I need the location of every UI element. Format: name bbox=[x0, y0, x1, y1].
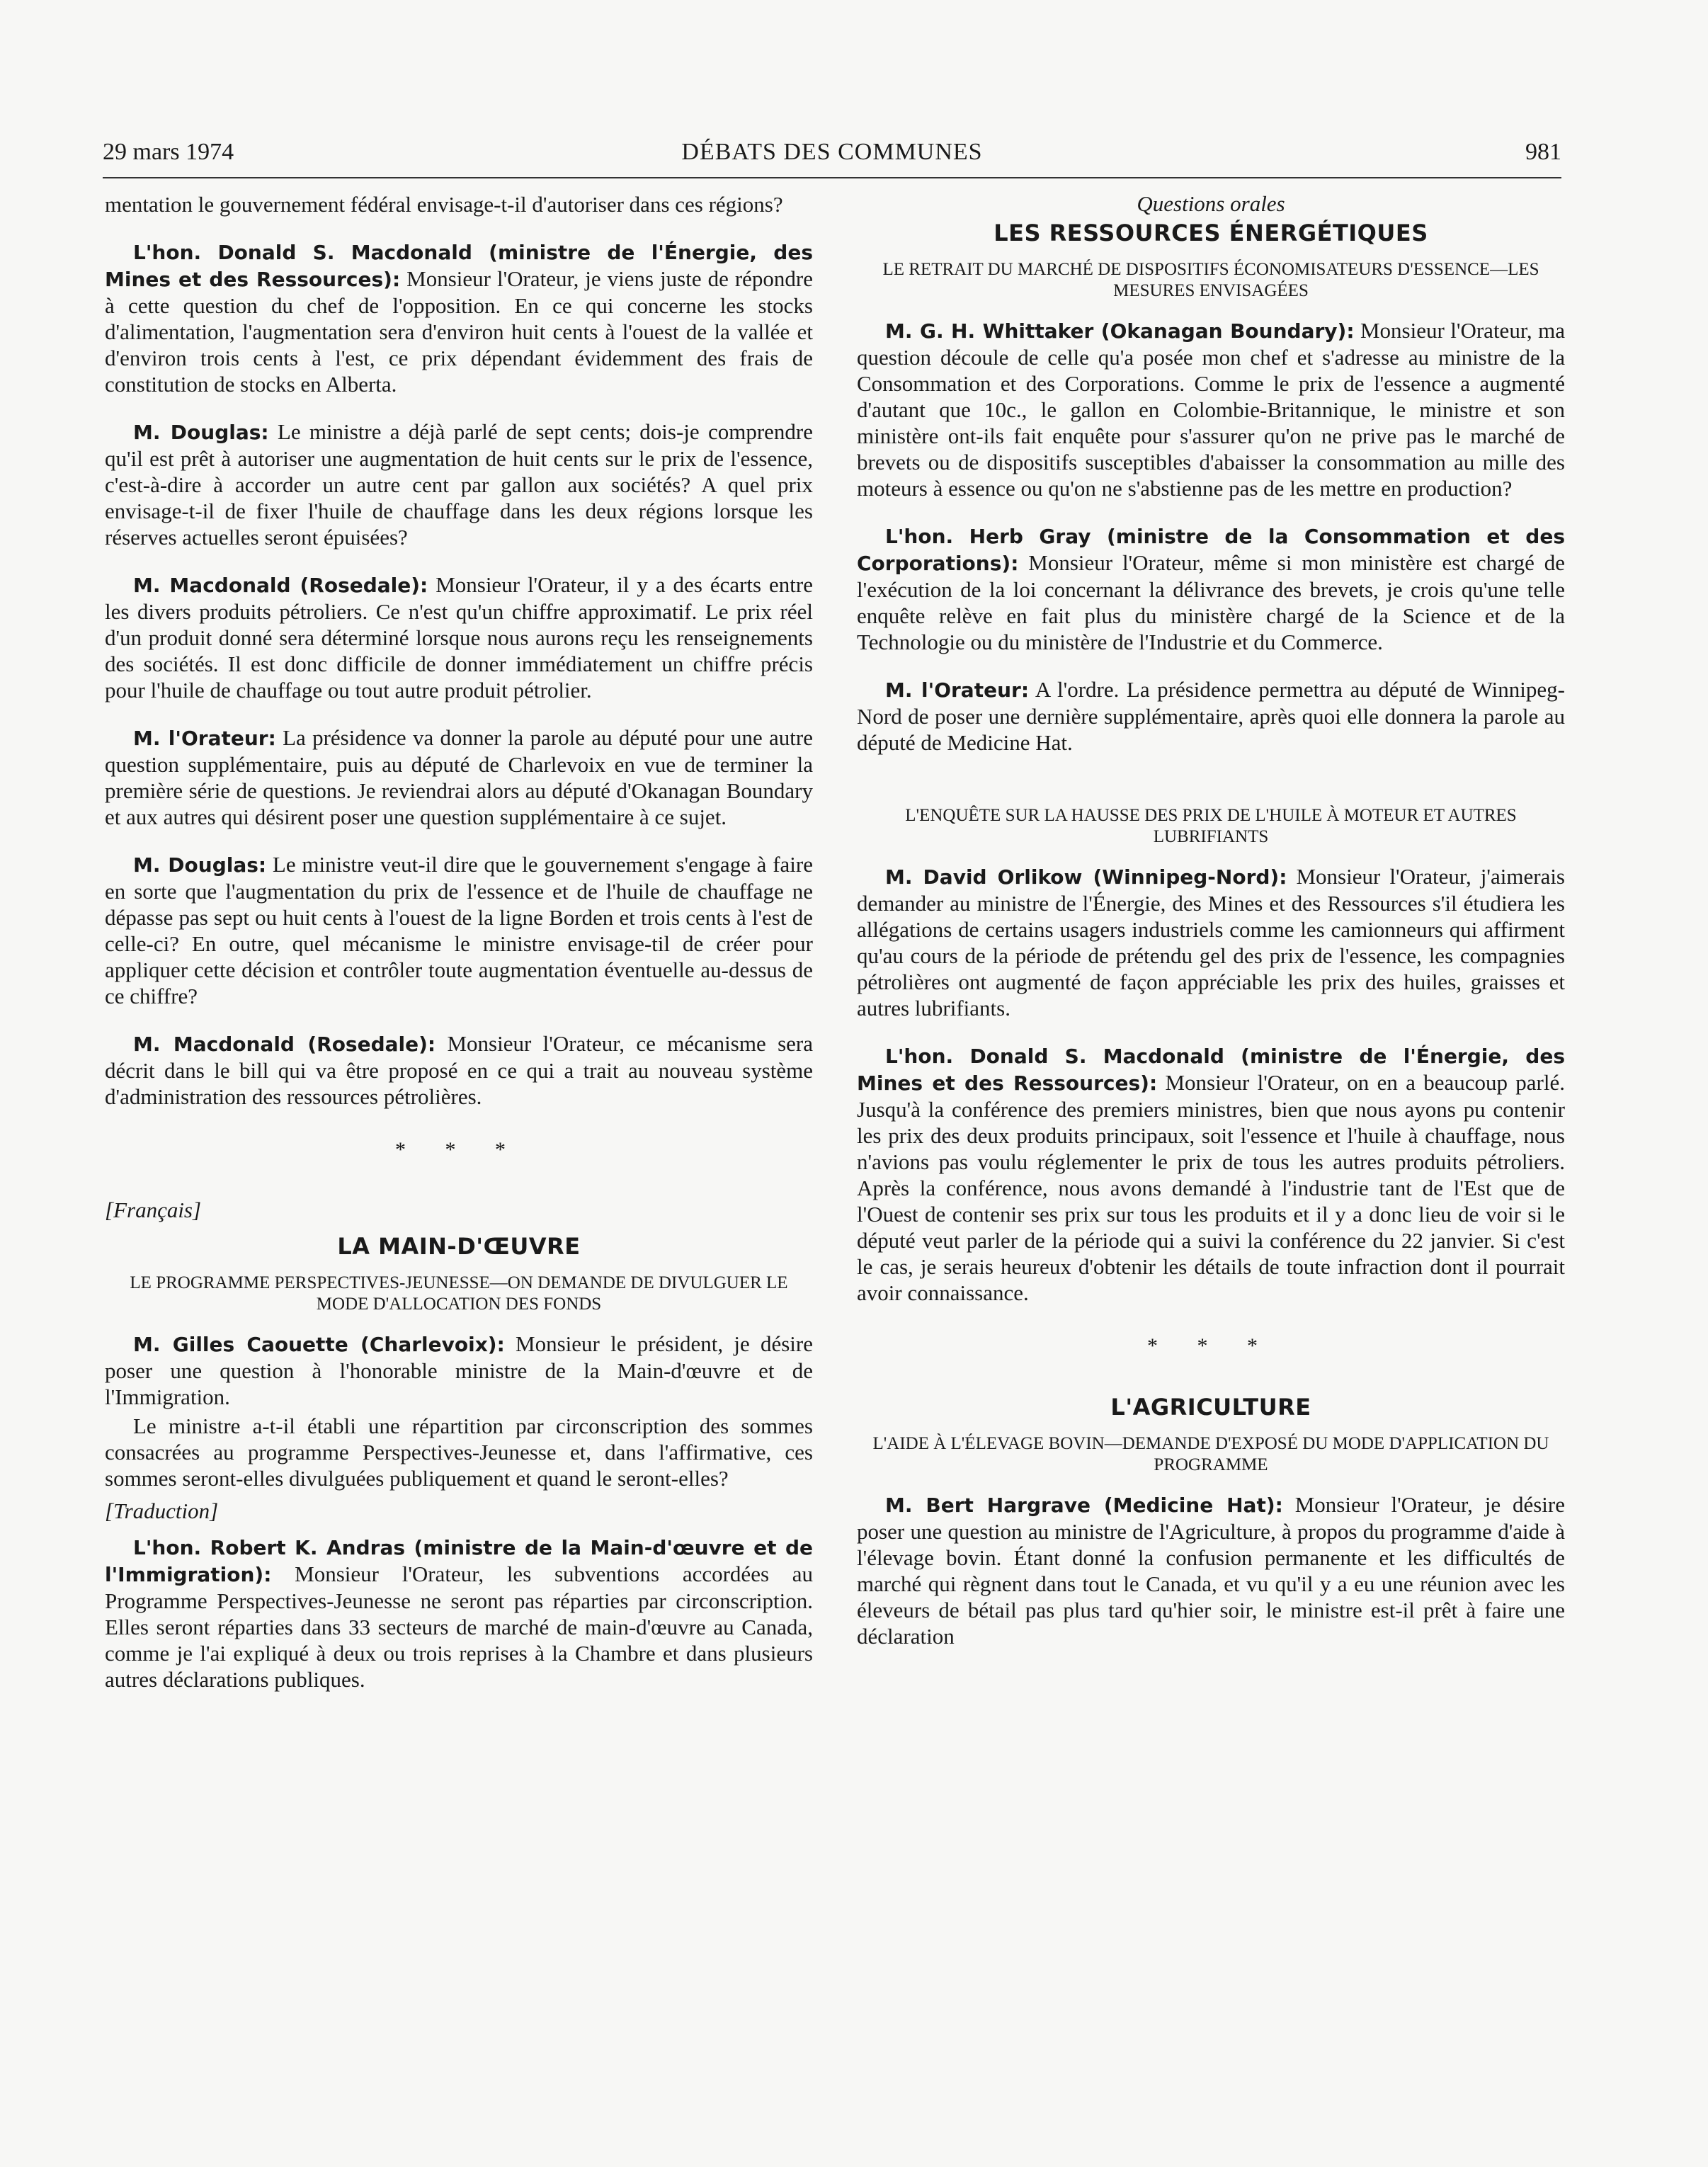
paragraph: L'hon. Donald S. Macdonald (ministre de l'Énergie, des Mines et des Ressources): Monsieur l'Orateur, on en a beaucoup parlé. Jusqu'à la conférence des premiers ministres, bien que nous ayons pu contenir les prix des deux produits principaux, soit l'essence et l'huile à chauffage, nous n'avions pas voulu réglementer le prix de tous les autres produits pétroliers. Après la conférence, nous avons demandé à l'industrie tant de l'Est que de l'Ouest de contenir ses prix sur tous les produits et il y a donc lieu de voir si le député veut parler de la période qui a suivi la conférence du 22 janvier. Si c'est le cas, je serais heureux d'obtenir les détails de toute infraction dont il pourrait avoir connaissance. bbox=[857, 1045, 1565, 1305]
subsection-title: LE RETRAIT DU MARCHÉ DE DISPOSITIFS ÉCONOMISATEURS D'ESSENCE—LES MESURES ENVISAGÉES bbox=[882, 260, 1539, 300]
section-separator: * * * bbox=[395, 1138, 523, 1161]
paragraph: L'hon. Donald S. Macdonald (ministre de l'Énergie, des Mines et des Ressources): Monsieur l'Orateur, je viens juste de répondre à cette question du chef de l'opposition. En ce qui concerne les stocks d'alimentation, l'augmentation sera d'environ huit cents à l'ouest de la vallée et d'environ trois cents à l'est, ce prix dépendant évidemment des frais de constitution de stocks en Alberta. bbox=[105, 241, 813, 397]
speaker: M. Gilles Caouette (Charlevoix): bbox=[133, 1333, 505, 1356]
left-column bbox=[105, 191, 813, 1714]
page-number: 981 bbox=[1525, 139, 1561, 165]
paragraph: M. l'Orateur: A l'ordre. La présidence permettra au député de Winnipeg-Nord de poser une dernière supplémentaire, après quoi elle donnera la parole au député de Medicine Hat. bbox=[857, 677, 1565, 755]
subsection-title: LE PROGRAMME PERSPECTIVES-JEUNESSE—ON DEMANDE DE DIVULGUER LE MODE D'ALLOCATION DES FONDS bbox=[130, 1273, 788, 1314]
paragraph: L'hon. Herb Gray (ministre de la Consommation et des Corporations): Monsieur l'Orateur, même si mon ministère est chargé de l'exécution de la loi concernant la délivrance des brevets, je crois qu'une telle enquête relève en fait plus du ministère chargé de la Science et de la Technologie ou du ministère de l'Industrie et du Commerce. bbox=[857, 525, 1565, 654]
paragraph: M. Douglas: Le ministre a déjà parlé de sept cents; dois-je comprendre qu'il est prêt à autoriser une augmentation de huit cents sur le prix de l'essence, c'est-à-dire à accorder un autre cent par gallon aux sociétés? A quel prix envisage-t-il de fixer l'huile de chauffage dans les deux régions lorsque les réserves actuelles seront épuisées? bbox=[105, 419, 813, 550]
running-header bbox=[103, 135, 1561, 178]
paragraph: M. David Orlikow (Winnipeg-Nord): Monsieur l'Orateur, j'aimerais demander au ministre de l'Énergie, des Mines et des Ressources s'il étudiera les allégations de certains usagers industriels comme les camionneurs qui affirment qu'au cours de la période de prétendu gel des prix de l'essence, les compagnies pétrolières ont augmenté de façon appréciable les prix des huiles, graisses et autres lubrifiants. bbox=[857, 864, 1565, 1020]
speaker: L'hon. Donald S. Macdonald (ministre de l'Énergie, des Mines et des Ressources): bbox=[857, 1045, 1565, 1095]
speaker: M. Bert Hargrave (Medicine Hat): bbox=[885, 1494, 1283, 1517]
right-column bbox=[857, 191, 1565, 1671]
speaker: M. Douglas: bbox=[133, 853, 267, 877]
paragraph: M. Douglas: Le ministre veut-il dire que le gouvernement s'engage à faire en sorte que l'augmentation du prix de l'essence et de l'huile de chauffage ne dépasse pas sept ou huit cents à l'ouest de la ligne Borden et trois cents à l'est de celle-ci? En outre, quel mécanisme le ministre envisage-til de créer pour appliquer cette décision et contrôler toute augmentation éventuelle au-dessus de ce chiffre? bbox=[105, 852, 813, 1008]
paragraph: L'hon. Robert K. Andras (ministre de la Main-d'œuvre et de l'Immigration): Monsieur l'Orateur, les subventions accordées au Programme Perspectives-Jeunesse ne seront pas réparties par circonscription. Elles seront réparties dans 33 secteurs de marché de main-d'œuvre au Canada, comme je l'ai expliqué à deux ou trois reprises à la Chambre et dans plusieurs autres déclarations publiques. bbox=[105, 1536, 813, 1692]
section-kicker: Questions orales bbox=[1137, 191, 1285, 216]
subsection-title: L'ENQUÊTE SUR LA HAUSSE DES PRIX DE L'HUILE À MOTEUR ET AUTRES LUBRIFIANTS bbox=[905, 806, 1517, 846]
section-title: L'AGRICULTURE bbox=[1110, 1394, 1311, 1421]
speaker: M. G. H. Whittaker (Okanagan Boundary): bbox=[885, 319, 1355, 343]
speaker: M. l'Orateur: bbox=[885, 678, 1030, 702]
subsection-title: L'AIDE À L'ÉLEVAGE BOVIN—DEMANDE D'EXPOSÉ DU MODE D'APPLICATION DU PROGRAMME bbox=[872, 1434, 1549, 1474]
speaker: M. David Orlikow (Winnipeg-Nord): bbox=[885, 865, 1287, 889]
section-title: LES RESSOURCES ÉNERGÉTIQUES bbox=[994, 220, 1428, 246]
section-separator: * * * bbox=[1147, 1334, 1275, 1358]
paragraph: M. G. H. Whittaker (Okanagan Boundary): Monsieur l'Orateur, ma question découle de celle qu'a posée mon chef et s'adresse au ministre de la Consommation et des Corporations. Comme le prix de l'essence a augmenté d'autant que 10c., le gallon en Colombie-Britannique, le ministre et son ministère ont-ils fait enquête pour s'assurer qu'on ne prive pas le marché de brevets ou de dispositifs susceptibles d'abaisser la consommation au mille des moteurs à essence ou qu'on ne s'abstienne pas de les mettre en production? bbox=[857, 318, 1565, 501]
paragraph: M. Macdonald (Rosedale): Monsieur l'Orateur, il y a des écarts entre les divers produits pétroliers. Ce n'est qu'un chiffre approximatif. Le prix réel d'un produit donné sera déterminé lorsque nous aurons reçu les renseignements des sociétés. Il est donc difficile de donner immédiatement un chiffre précis pour l'huile de chauffage ou tout autre produit pétrolier. bbox=[105, 572, 813, 703]
language-note: [Français] bbox=[105, 1198, 202, 1222]
paragraph: M. Gilles Caouette (Charlevoix): Monsieur le président, je désire poser une question à l'honorable ministre de la Main-d'œuvre et de l'Immigration. bbox=[105, 1331, 814, 1409]
speaker: L'hon. Donald S. Macdonald (ministre de l'Énergie, des Mines et des Ressources): bbox=[105, 241, 813, 291]
paragraph: M. Bert Hargrave (Medicine Hat): Monsieur l'Orateur, je désire poser une question au ministre de l'Agriculture, à propos du programme d'aide à l'élevage bovin. Étant donné la confusion permanente et les difficultés de marché qui règnent dans tout le Canada, et vu qu'il y a eu une réunion avec les éleveurs de bétail pas plus tard qu'hier soir, le ministre est-il prêt à faire une déclaration bbox=[857, 1492, 1565, 1649]
paragraph: mentation le gouvernement fédéral envisage-t-il d'autoriser dans ces régions? bbox=[105, 192, 783, 217]
speaker: M. Macdonald (Rosedale): bbox=[133, 1033, 436, 1056]
speaker: M. Douglas: bbox=[133, 421, 269, 444]
speaker: M. Macdonald (Rosedale): bbox=[133, 574, 428, 597]
paragraph: M. l'Orateur: La présidence va donner la parole au député pour une autre question supplémentaire, puis au député de Charlevoix en vue de terminer la première série de questions. Je reviendrai alors au député d'Okanagan Boundary et aux autres qui désirent poser une question supplémentaire à ce sujet. bbox=[105, 725, 813, 829]
speaker: L'hon. Herb Gray (ministre de la Consommation et des Corporations): bbox=[857, 525, 1565, 575]
speaker: M. l'Orateur: bbox=[133, 727, 276, 750]
paragraph: M. Macdonald (Rosedale): Monsieur l'Orateur, ce mécanisme sera décrit dans le bill qui va être proposé en ce qui a trait au nouveau système d'administration des ressources pétrolières. bbox=[105, 1031, 813, 1109]
paragraph: Le ministre a-t-il établi une répartition par circonscription des sommes consacrées au programme Perspectives-Jeunesse et, dans l'affirmative, ces sommes seront-elles divulguées publiquement et quand le seront-elles? bbox=[105, 1414, 813, 1491]
speaker: L'hon. Robert K. Andras (ministre de la Main-d'œuvre et de l'Immigration): bbox=[105, 1536, 813, 1586]
section-title: LA MAIN-D'ŒUVRE bbox=[337, 1233, 581, 1260]
header-date: 29 mars 1974 bbox=[103, 139, 234, 165]
language-note: [Traduction] bbox=[105, 1498, 219, 1523]
header-title: DÉBATS DES COMMUNES bbox=[681, 139, 983, 165]
